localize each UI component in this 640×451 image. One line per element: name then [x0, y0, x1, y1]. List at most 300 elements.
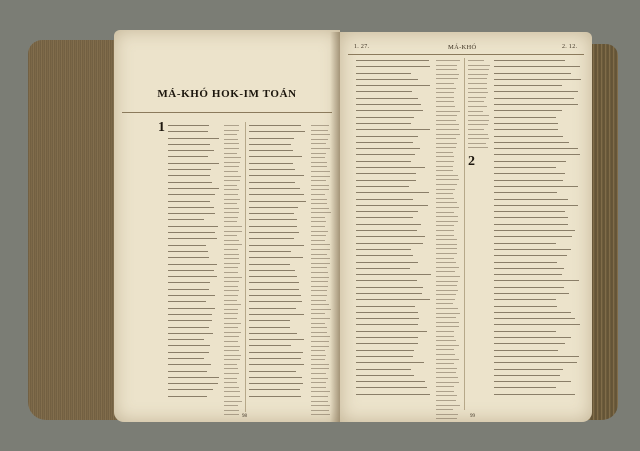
text-line [436, 175, 458, 176]
text-line [168, 377, 219, 378]
text-line [311, 166, 327, 167]
running-head-right: 2. 12. [562, 44, 578, 50]
text-line [311, 355, 326, 356]
text-line [356, 167, 425, 168]
page-number-right: 99 [470, 414, 475, 419]
text-line [249, 377, 302, 378]
text-line [468, 120, 489, 121]
text-line [494, 129, 558, 130]
text-line [224, 244, 242, 245]
text-line [249, 289, 299, 290]
text-line [311, 401, 328, 402]
text-line [224, 212, 239, 213]
text-line [224, 405, 238, 406]
text-line [436, 248, 457, 249]
text-line [436, 179, 459, 180]
right-page [340, 32, 592, 422]
text-line [356, 104, 421, 105]
text-line [249, 138, 294, 139]
text-line [494, 180, 563, 181]
text-line [356, 73, 411, 74]
text-line [168, 238, 217, 239]
text-line [494, 394, 575, 395]
text-column-1 [168, 125, 220, 402]
text-line [311, 359, 325, 360]
text-line [356, 324, 418, 325]
text-line [224, 304, 241, 305]
text-line [311, 208, 329, 209]
text-line [168, 169, 211, 170]
text-line [311, 410, 329, 411]
text-line [436, 317, 456, 318]
text-line [311, 405, 330, 406]
text-line [168, 345, 210, 346]
text-line [436, 138, 456, 139]
text-line [436, 414, 458, 415]
text-line [311, 171, 330, 172]
text-line [436, 143, 457, 144]
text-line [494, 255, 567, 256]
text-column-1 [356, 60, 432, 400]
text-line [436, 115, 457, 116]
text-line [249, 282, 299, 283]
text-line [249, 264, 290, 265]
text-line [436, 230, 454, 231]
text-line [311, 134, 330, 135]
text-line [494, 243, 556, 244]
text-line [224, 258, 239, 259]
text-line [356, 381, 425, 382]
text-line [494, 312, 571, 313]
text-line [168, 156, 208, 157]
text-line [356, 280, 417, 281]
text-line [356, 362, 424, 363]
cross-reference-column-2 [468, 60, 490, 150]
text-line [224, 373, 239, 374]
text-line [494, 85, 562, 86]
text-line [436, 74, 459, 75]
text-line [436, 189, 455, 190]
text-column-2 [249, 125, 307, 402]
text-line [311, 350, 325, 351]
text-line [311, 267, 327, 268]
text-line [494, 79, 581, 80]
text-line [249, 270, 295, 271]
text-line [311, 125, 329, 126]
text-column-2 [494, 60, 582, 400]
open-bible [28, 28, 618, 426]
text-line [249, 333, 297, 334]
text-line [494, 287, 564, 288]
text-line [494, 217, 568, 218]
text-line [249, 232, 299, 233]
text-line [311, 277, 329, 278]
text-line [436, 134, 460, 135]
text-line [356, 236, 425, 237]
text-line [224, 378, 237, 379]
text-line [311, 203, 327, 204]
text-line [168, 175, 210, 176]
text-line [494, 117, 556, 118]
text-line [436, 184, 457, 185]
text-line [249, 308, 296, 309]
text-line [311, 382, 326, 383]
text-line [356, 154, 415, 155]
text-line [168, 131, 208, 132]
text-line [436, 294, 456, 295]
cross-reference-column-1 [436, 60, 460, 422]
text-line [311, 231, 328, 232]
text-line [436, 354, 455, 355]
text-line [356, 180, 416, 181]
text-line [436, 285, 457, 286]
text-line [224, 162, 240, 163]
text-line [468, 111, 483, 112]
text-line [224, 130, 239, 131]
text-line [249, 320, 290, 321]
text-line [311, 313, 325, 314]
text-line [436, 340, 456, 341]
text-line [494, 262, 557, 263]
text-line [494, 356, 579, 357]
text-line [224, 208, 239, 209]
text-line [356, 274, 431, 275]
text-line [356, 192, 429, 193]
text-line [249, 295, 301, 296]
text-line [224, 263, 240, 264]
text-line [436, 331, 454, 332]
text-line [436, 271, 455, 272]
text-line [224, 359, 240, 360]
text-line [436, 395, 457, 396]
text-line [494, 375, 560, 376]
text-line [436, 262, 456, 263]
text-line [436, 235, 454, 236]
text-line [356, 230, 417, 231]
text-line [436, 120, 456, 121]
text-line [494, 306, 557, 307]
text-line [436, 216, 458, 217]
text-line [356, 249, 411, 250]
text-line [436, 368, 457, 369]
text-line [468, 92, 488, 93]
text-line [356, 98, 418, 99]
text-line [494, 211, 565, 212]
text-line [494, 123, 558, 124]
text-line [436, 253, 457, 254]
text-line [436, 92, 454, 93]
text-line [311, 199, 327, 200]
text-line [436, 221, 458, 222]
text-line [494, 73, 571, 74]
text-line [249, 371, 296, 372]
text-line [436, 101, 454, 102]
text-line [224, 272, 238, 273]
text-line [224, 346, 240, 347]
text-line [436, 345, 459, 346]
text-line [436, 308, 458, 309]
text-line [356, 91, 412, 92]
chapter-number-1: 1 [158, 120, 165, 135]
text-line [494, 350, 558, 351]
text-line [224, 410, 239, 411]
text-line [168, 383, 218, 384]
text-line [436, 60, 460, 61]
text-line [311, 414, 330, 415]
text-line [168, 264, 217, 265]
text-line [494, 324, 580, 325]
text-line [494, 60, 565, 61]
text-line [311, 189, 329, 190]
text-line [224, 290, 239, 291]
text-line [311, 391, 330, 392]
text-line [224, 391, 240, 392]
text-line [249, 150, 293, 151]
text-line [494, 268, 564, 269]
text-line [494, 161, 566, 162]
text-line [436, 97, 454, 98]
text-line [436, 166, 453, 167]
text-line [249, 251, 291, 252]
running-head-left: 1. 27. [354, 44, 370, 50]
text-line [356, 136, 418, 137]
text-line [224, 382, 237, 383]
text-line [249, 175, 304, 176]
text-line [356, 217, 413, 218]
text-line [436, 349, 454, 350]
text-line [249, 144, 291, 145]
text-line [224, 267, 238, 268]
text-line [436, 322, 459, 323]
text-line [168, 289, 209, 290]
text-line [436, 400, 456, 401]
text-line [311, 364, 329, 365]
text-line [168, 201, 210, 202]
text-line [468, 134, 488, 135]
text-line [224, 176, 241, 177]
text-line [311, 286, 328, 287]
text-line [168, 194, 215, 195]
text-line [311, 304, 329, 305]
text-line [468, 60, 484, 61]
text-line [494, 91, 578, 92]
text-line [168, 257, 209, 258]
text-line [224, 332, 241, 333]
text-line [356, 299, 430, 300]
text-line [224, 327, 238, 328]
text-line [249, 245, 304, 246]
text-line [468, 143, 486, 144]
text-line [224, 180, 240, 181]
text-line [494, 167, 556, 168]
text-line [494, 66, 580, 67]
text-line [224, 401, 242, 402]
text-line [311, 323, 325, 324]
text-line [436, 129, 459, 130]
text-line [168, 232, 215, 233]
text-line [249, 169, 295, 170]
text-line [494, 154, 580, 155]
text-line [224, 281, 239, 282]
text-line [249, 339, 304, 340]
text-line [224, 189, 239, 190]
text-line [436, 363, 454, 364]
text-line [311, 396, 328, 397]
text-line [311, 157, 325, 158]
text-line [356, 343, 418, 344]
text-line [356, 331, 427, 332]
running-head-title: MÁ-KHÓ [448, 44, 477, 51]
text-line [311, 346, 329, 347]
text-line [311, 341, 329, 342]
text-line [356, 224, 421, 225]
text-line [311, 368, 329, 369]
text-line [311, 332, 327, 333]
text-line [224, 286, 238, 287]
text-line [311, 240, 325, 241]
text-line [494, 104, 578, 105]
text-line [168, 396, 207, 397]
text-line [168, 327, 209, 328]
text-line [311, 226, 325, 227]
text-line [249, 219, 297, 220]
text-line [311, 327, 327, 328]
text-line [249, 352, 303, 353]
text-line [436, 313, 460, 314]
text-line [468, 65, 490, 66]
text-line [168, 308, 215, 309]
text-line [311, 295, 327, 296]
text-line [311, 235, 326, 236]
text-line [168, 320, 212, 321]
text-line [224, 323, 241, 324]
text-line [311, 300, 326, 301]
text-line [224, 194, 238, 195]
text-line [356, 148, 420, 149]
text-line [468, 78, 487, 79]
text-line [494, 236, 572, 237]
text-line [436, 303, 453, 304]
text-line [356, 123, 411, 124]
text-line [224, 313, 238, 314]
text-line [494, 98, 574, 99]
text-line [436, 239, 457, 240]
text-line [436, 359, 459, 360]
text-line [494, 293, 569, 294]
text-line [224, 231, 242, 232]
text-line [311, 148, 330, 149]
text-line [249, 327, 290, 328]
text-line [249, 276, 297, 277]
text-line [436, 152, 453, 153]
text-line [224, 341, 238, 342]
text-line [224, 226, 242, 227]
text-line [356, 387, 427, 388]
text-line [168, 150, 214, 151]
text-line [311, 143, 326, 144]
text-line [249, 201, 306, 202]
text-line [168, 245, 206, 246]
text-line [494, 381, 571, 382]
page-number-left: 98 [242, 414, 247, 419]
text-line [224, 125, 239, 126]
text-line [494, 186, 578, 187]
text-line [356, 173, 416, 174]
text-line [224, 368, 238, 369]
text-line [356, 186, 409, 187]
text-line [311, 244, 330, 245]
text-line [168, 314, 212, 315]
text-line [356, 268, 410, 269]
text-line [224, 355, 241, 356]
text-line [436, 212, 454, 213]
page-edges-left [28, 40, 120, 420]
text-line [168, 389, 213, 390]
text-line [356, 369, 411, 370]
text-line [356, 356, 413, 357]
text-line [249, 131, 305, 132]
text-line [224, 199, 240, 200]
text-line [436, 326, 459, 327]
text-line [249, 182, 295, 183]
text-line [168, 207, 214, 208]
text-line [249, 226, 297, 227]
column-divider [464, 58, 465, 410]
text-line [249, 364, 304, 365]
text-line [224, 171, 238, 172]
text-line [224, 364, 237, 365]
text-line [311, 258, 330, 259]
text-line [311, 281, 328, 282]
text-line [168, 213, 215, 214]
text-line [468, 69, 489, 70]
text-line [436, 106, 455, 107]
text-line [168, 358, 204, 359]
text-line [494, 280, 579, 281]
column-divider [245, 122, 246, 412]
text-line [311, 373, 326, 374]
text-line [494, 192, 557, 193]
text-line [356, 306, 415, 307]
text-line [249, 301, 302, 302]
text-line [356, 79, 418, 80]
text-line [249, 383, 303, 384]
text-line [436, 276, 460, 277]
text-line [468, 74, 488, 75]
cross-reference-column-1 [224, 125, 242, 419]
text-line [436, 111, 460, 112]
text-line [224, 185, 237, 186]
text-line [436, 258, 454, 259]
text-line [249, 358, 301, 359]
text-line [168, 182, 212, 183]
text-line [494, 148, 578, 149]
text-line [249, 314, 304, 315]
text-line [436, 207, 459, 208]
text-line [311, 185, 329, 186]
text-line [356, 312, 418, 313]
text-line [468, 97, 486, 98]
text-line [356, 255, 413, 256]
text-line [468, 115, 489, 116]
text-line [224, 396, 240, 397]
text-line [311, 194, 325, 195]
text-line [311, 387, 326, 388]
text-line [249, 125, 301, 126]
text-line [494, 299, 556, 300]
header-rule [348, 54, 584, 55]
text-line [468, 83, 487, 84]
